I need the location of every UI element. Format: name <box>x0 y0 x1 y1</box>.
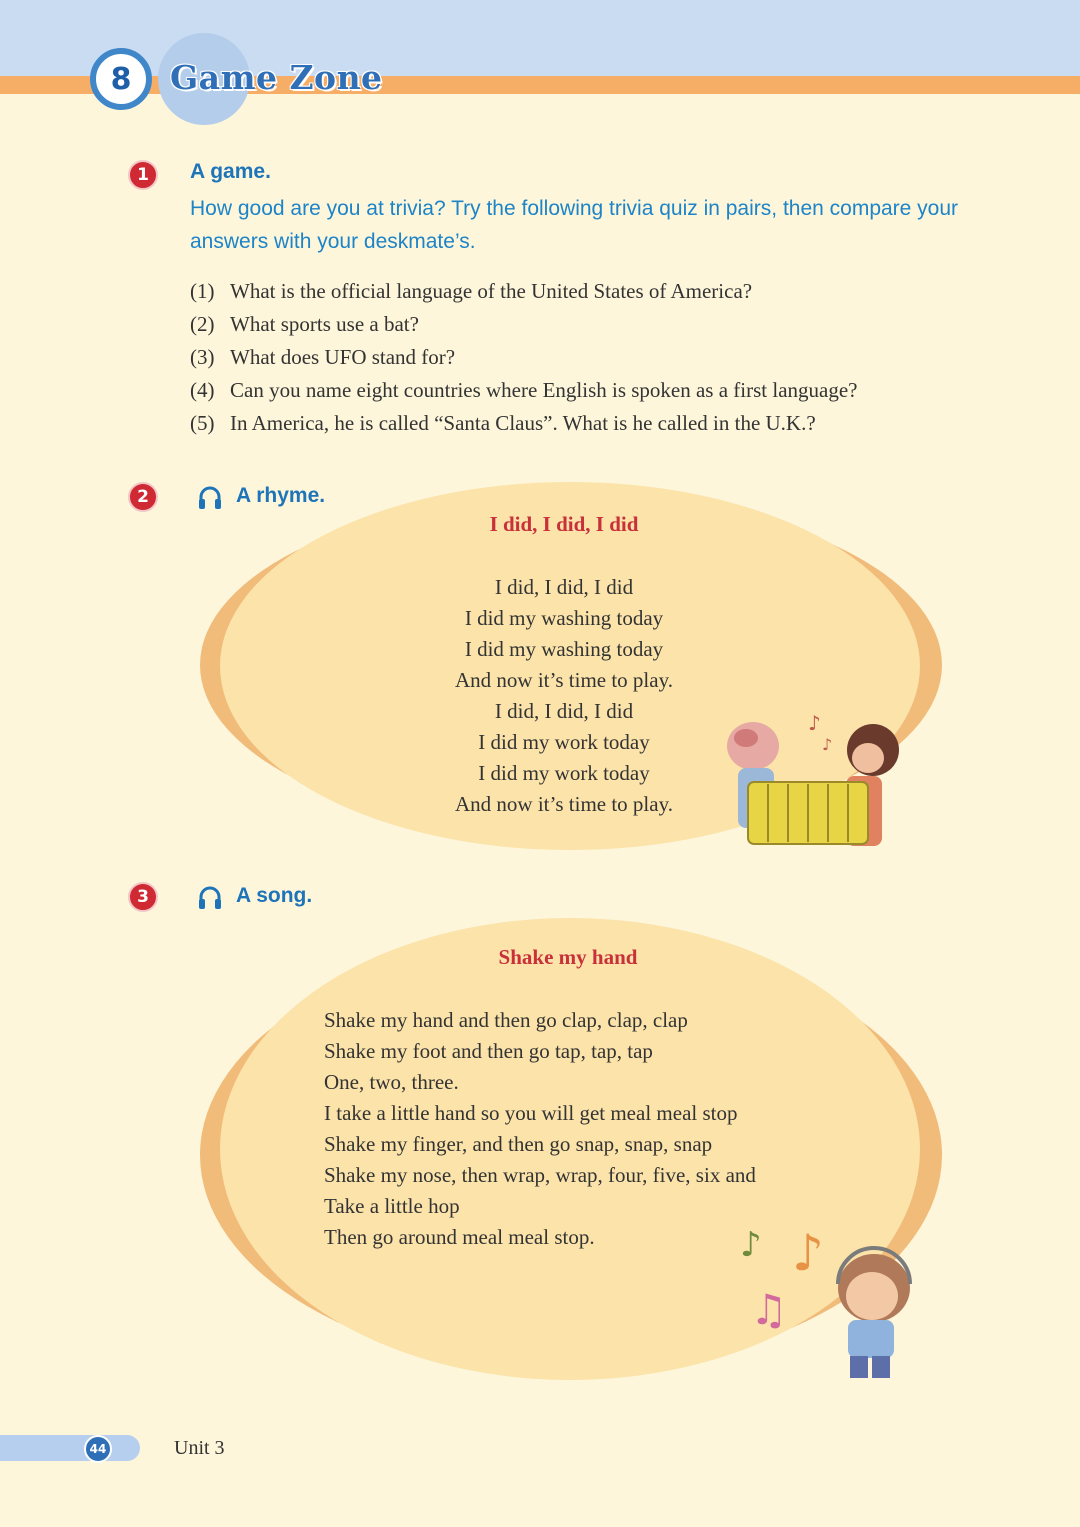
activity-marker-2: 2 <box>128 482 158 512</box>
trivia-questions <box>190 275 858 440</box>
song-title: Shake my hand <box>498 945 638 969</box>
song-lines <box>324 1005 756 1253</box>
svg-text:♪: ♪ <box>792 1224 824 1282</box>
question-item <box>190 407 858 440</box>
question-number: (1) <box>190 279 215 303</box>
svg-text:♪: ♪ <box>822 735 833 754</box>
song-line: Take a little hop <box>324 1194 460 1218</box>
rhyme-line: I did my washing today <box>464 606 664 630</box>
question-number: (5) <box>190 411 215 435</box>
question-text: What sports use a bat? <box>230 312 419 336</box>
song-line: One, two, three. <box>324 1070 459 1094</box>
headphones-icon[interactable] <box>196 884 224 912</box>
kids-accordion-illustration <box>718 712 903 864</box>
svg-text:♪: ♪ <box>740 1225 762 1265</box>
rhyme-line: I did my work today <box>478 730 650 754</box>
song-line: Shake my foot and then go tap, tap, tap <box>324 1039 653 1063</box>
page-title: Game Zone <box>170 58 383 97</box>
song-line: Shake my nose, then wrap, wrap, four, five, six and <box>324 1163 756 1187</box>
rhyme-line: I did, I did, I did <box>494 575 634 599</box>
question-number: (3) <box>190 345 215 369</box>
rhyme-line: And now it’s time to play. <box>455 792 673 816</box>
question-item <box>190 275 858 308</box>
rhyme-lines <box>384 572 744 820</box>
song-heading: A song. <box>236 884 313 907</box>
svg-text:♫: ♫ <box>750 1285 788 1334</box>
question-item <box>190 308 858 341</box>
game-heading: A game. <box>190 160 271 183</box>
footer-bar <box>0 1435 140 1461</box>
rhyme-line: I did my work today <box>478 761 650 785</box>
rhyme-line: I did my washing today <box>464 637 664 661</box>
question-item <box>190 341 858 374</box>
song-line: Then go around meal meal stop. <box>324 1225 595 1249</box>
question-text: What does UFO stand for? <box>230 345 456 369</box>
rhyme-line: And now it’s time to play. <box>455 668 673 692</box>
question-item <box>190 374 858 407</box>
section-number-badge: 8 <box>90 48 152 110</box>
rhyme-heading: A rhyme. <box>236 484 326 507</box>
question-text: What is the official language of the United States of America? <box>230 279 753 303</box>
song-line: I take a little hand so you will get meal meal stop <box>324 1101 738 1125</box>
question-text: In America, he is called “Santa Claus”. What is he called in the U.K.? <box>230 411 816 435</box>
question-text: Can you name eight countries where English is spoken as a first language? <box>230 378 858 402</box>
activity-marker-3: 3 <box>128 882 158 912</box>
question-number: (2) <box>190 312 215 336</box>
unit-label: Unit 3 <box>174 1437 225 1459</box>
activity-marker-1: 1 <box>128 160 158 190</box>
page-number: 44 <box>84 1435 112 1463</box>
question-number: (4) <box>190 378 215 402</box>
song-line: Shake my hand and then go clap, clap, clap <box>324 1008 688 1032</box>
headphones-icon[interactable] <box>196 484 224 512</box>
rhyme-title: I did, I did, I did <box>489 512 639 536</box>
singing-child-illustration <box>738 1218 920 1384</box>
song-line: Shake my finger, and then go snap, snap, snap <box>324 1132 713 1156</box>
game-instruction: How good are you at trivia? Try the following trivia quiz in pairs, then compare your answers with your deskmate’s. <box>190 197 959 253</box>
rhyme-line: I did, I did, I did <box>494 699 634 723</box>
svg-text:♪: ♪ <box>808 712 821 735</box>
